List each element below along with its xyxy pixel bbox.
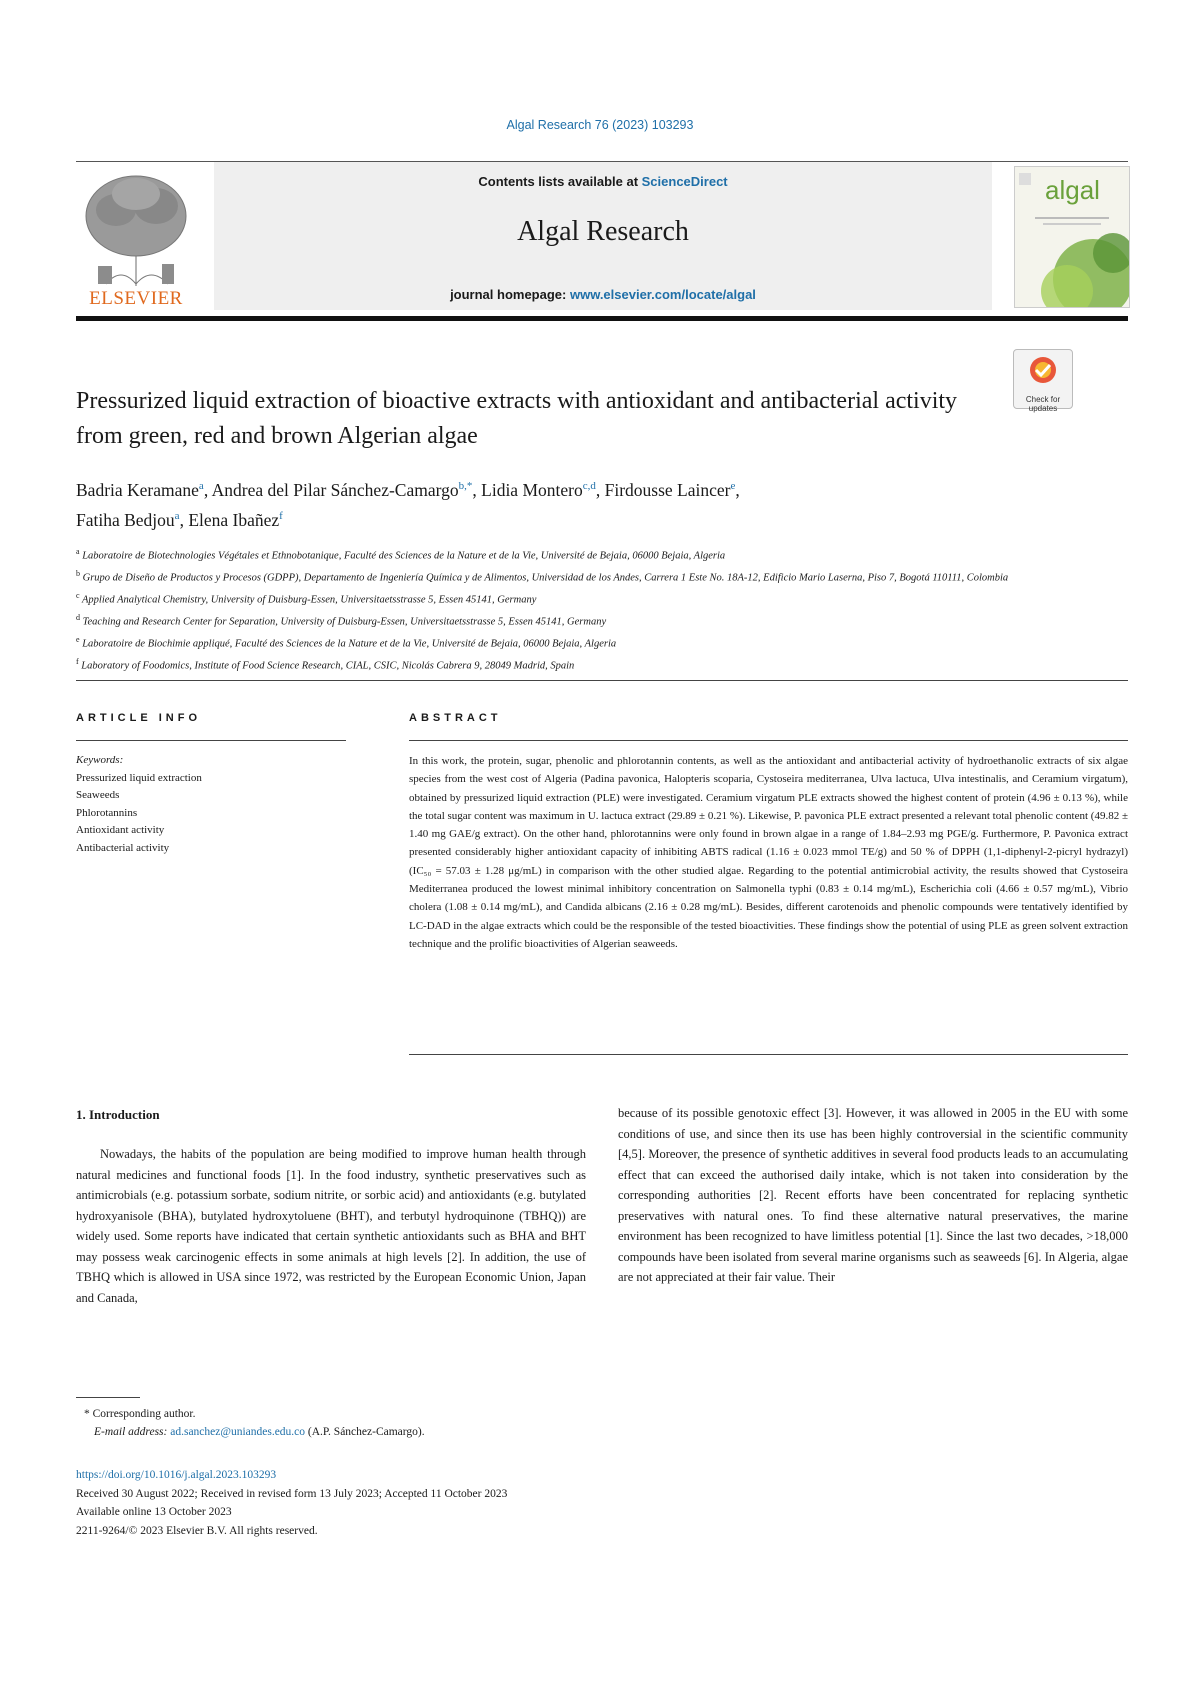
affiliation-item [76,609,1126,631]
journal-title: Algal Research [517,216,689,247]
affiliation-text: Laboratoire de Biochimie appliqué, Faculté des Sciences de la Nature et de la Vie, Université de Bejaia, 06000 Bejaia, Algeria [82,638,617,650]
article-info-heading: ARTICLE INFO [76,712,201,724]
author-name[interactable]: Firdousse Laincer [604,479,731,500]
footnotes [76,1405,776,1441]
affiliation-text: Laboratoire de Biotechnologies Végétales et Ethnobotanique, Faculté des Sciences de la Nature et de la Vie, Université de Bejaia, 06000 Bejaia, Algeria [82,550,726,562]
affiliation-mark: e [76,635,80,644]
keyword-item: Antibacterial activity [76,841,170,854]
affiliation-item [76,543,1126,565]
author-separator: , [203,479,212,500]
affiliation-text: Teaching and Research Center for Separation, University of Duisburg-Essen, Universitaetsstrasse 5, Essen 45141, Germany [82,616,607,628]
author-name[interactable]: Elena Ibañez [188,509,280,530]
affiliation-mark: d [76,613,80,622]
author-affiliation-mark[interactable]: b,* [458,480,473,492]
copyright-line: 2211-9264/© 2023 Elsevier B.V. All rights reserved. [76,1524,318,1537]
author-separator: , [595,479,605,500]
author-name[interactable]: Badria Keramane [76,479,199,500]
publication-info [76,1466,1076,1540]
author-name[interactable]: Lidia Montero [481,479,583,500]
author-affiliation-mark[interactable]: c,d [582,480,596,492]
affiliation-item [76,631,1126,653]
email-suffix: (A.P. Sánchez-Camargo). [305,1426,425,1438]
elsevier-wordmark: ELSEVIER [89,288,183,309]
contents-line [214,174,992,189]
author-affiliation-mark[interactable]: a [174,509,180,522]
author-separator: , [179,509,189,530]
check-updates-label: Check for updates [1025,395,1061,413]
intro-column-left [76,1144,586,1308]
keyword-item: Phlorotannins [76,806,138,819]
contents-prefix: Contents lists available at [478,174,642,189]
footnote-rule [76,1397,140,1398]
article-title: Pressurized liquid extraction of bioactive extracts with antioxidant and antibacterial activity from green, red and brown Algerian algae [76,388,958,449]
author-affiliation-mark[interactable]: a [198,480,204,492]
journal-homepage-line [214,287,992,302]
check-for-updates-button[interactable] [1013,349,1073,413]
journal-reference[interactable]: Algal Research 76 (2023) 103293 [506,118,694,132]
author-name[interactable]: Fatiha Bedjou [76,509,175,530]
doi-link[interactable]: https://doi.org/10.1016/j.algal.2023.103293 [76,1469,277,1481]
affiliation-text: Applied Analytical Chemistry, University of Duisburg-Essen, Universitaetsstrasse 5, Essen 45141, Germany [82,594,537,606]
affiliation-item [76,587,1126,609]
section-divider [76,680,1128,681]
header-bottom-rule [76,316,1128,321]
affiliation-item [76,565,1126,587]
affiliation-item [76,653,1126,675]
homepage-prefix: journal homepage: [450,287,570,302]
author-separator: , [472,479,482,500]
author-affiliation-mark[interactable]: e [730,480,736,492]
keywords-block [76,752,346,857]
affiliation-mark: f [76,657,79,666]
author-name[interactable]: Andrea del Pilar Sánchez-Camargo [211,479,459,500]
introduction-heading: 1. Introduction [76,1107,160,1122]
journal-cover-thumbnail[interactable] [1014,166,1130,308]
affiliation-mark: a [76,547,80,556]
homepage-link[interactable]: www.elsevier.com/locate/algal [569,287,756,302]
article-info-rule [76,740,346,741]
intro-paragraph: because of its possible genotoxic effect [3]. However, it was allowed in 2005 in the EU with some conditions of use, and since then its use has been highly controversial in the scientific community [4,5]. Moreover, the presence of synthetic additives in several food products leads to an accumulating effect that can exceed the authorised daily intake, which is not taken into consideration by the corresponding authorities [2]. Recent efforts have been concentrated for replacing synthetic preservatives with natural ones. To find these alternative natural preservatives, the marine environment has been recognized to have limitless potential [1]. Since the last two decades, >18,000 compounds have been isolated from several marine organisms such as seaweeds [6]. In Algeria, algae are not appreciated at their fair value. Their [618,1106,1128,1284]
elsevier-tree-logo [76,166,196,306]
affiliation-mark: b [76,569,80,578]
author-affiliation-mark[interactable]: f [279,509,283,522]
received-dates: Received 30 August 2022; Received in revised form 13 July 2023; Accepted 11 October 2023 [76,1487,508,1500]
affiliation-text: Grupo de Diseño de Productos y Procesos (GDPP), Departamento de Ingeniería Química y de Alimentos, Universidad de los Andes, Carrera 1 Este No. 18A-12, Edificio Mario Laserna, Piso 7, Bogotá 110111, Colombia [82,572,1009,584]
author-list [76,473,1076,533]
intro-column-right [618,1103,1128,1288]
author-separator: , [735,479,740,500]
email-line [76,1423,776,1441]
email-label: E-mail address: [94,1426,171,1438]
abstract-bottom-rule [409,1054,1128,1055]
keyword-item: Pressurized liquid extraction [76,771,202,784]
abstract-rule [409,740,1128,741]
intro-paragraph: Nowadays, the habits of the population are being modified to improve human health through natural medicines and functional foods [1]. In the food industry, synthetic preservatives such as antimicrobials (e.g. potassium sorbate, sodium nitrite, or sorbic acid) and antioxidants (e.g. butylated hydroxyanisole (BHA), butylated hydroxytoluene (BHT), and terbutyl hydroquinone (TBHQ)) are widely used. Some reports have indicated that certain synthetic antioxidants such as BHA and BHT may possess weak carcinogenic effects in some animals at high levels [2]. In addition, the use of TBHQ which is allowed in USA since 1972, was restricted by the European Economic Union, Japan and Canada, [76,1147,586,1305]
cover-title: algal [1045,175,1100,205]
abstract-text: In this work, the protein, sugar, phenolic and phlorotannin contents, as well as the antioxidant and antibacterial activity of hydroethanolic extracts of six algae species from the west cost of Algeria (Padina pavonica, Halopteris scoparia, Cystoseira mediterranea, Ulva lactuca, Ulva intestinalis, and Ceramium virgatum), obtained by pressurized liquid extraction (PLE) were investigated. Ceramium virgatum PLE extracts showed the highest content of protein (4.96 ± 0.13 %), while the total sugar content was maximum in U. lactuca extract (29.89 ± 0.21 %). Likewise, P. pavonica PLE extract presented a relevant total phenolic content (49.82 ± 1.40 mg GAE/g extract). On the other hand, phlorotannins were only found in brown algae in a range of 1.84–2.93 mg PGE/g. Furthermore, P. Pavonica extract presented considerably higher antioxidant capacity of inhibiting ABTS radical (1.16 ± 0.023 mmol TE/g) and 50 % of DPPH (1,1-diphenyl-2-picryl hydrazyl) (IC₅₀ = 57.03 ± 1.28 μg/mL) in comparison with the other studied algae. Regarding to the potential antimicrobial activity, the results showed that Cystoseira Mediterranea produced the lowest minimal inhibitory concentration on Salmonella typhi (0.83 ± 0.14 mg/mL), Escherichia coli (4.66 ± 0.57 mg/mL), Vibrio cholera (1.08 ± 0.14 mg/mL), and Candida albicans (2.16 ± 0.28 mg/mL). Besides, different carotenoids and phenolic compounds were tentatively identified by LC-DAD in the algae extracts which could be the responsible of the tested bioactivities. These findings show the potential of using PLE as green solvent extraction technique and the prolific bioactivities of Algerian seaweeds. [409,755,1128,950]
check-updates-icon [1014,350,1072,390]
affiliation-list [76,543,1126,675]
affiliation-mark: c [76,591,80,600]
abstract-heading: ABSTRACT [409,712,502,724]
keyword-item: Antioxidant activity [76,824,165,836]
corresponding-author-note: * Corresponding author. [84,1408,196,1420]
affiliation-text: Laboratory of Foodomics, Institute of Food Science Research, CIAL, CSIC, Nicolás Cabrera 9, 28049 Madrid, Spain [81,660,575,672]
email-link[interactable]: ad.sanchez@uniandes.edu.co [170,1426,306,1438]
sciencedirect-link[interactable]: ScienceDirect [641,174,728,189]
keyword-item: Seaweeds [76,789,120,801]
keywords-label: Keywords: [76,754,124,766]
available-online: Available online 13 October 2023 [76,1506,232,1518]
